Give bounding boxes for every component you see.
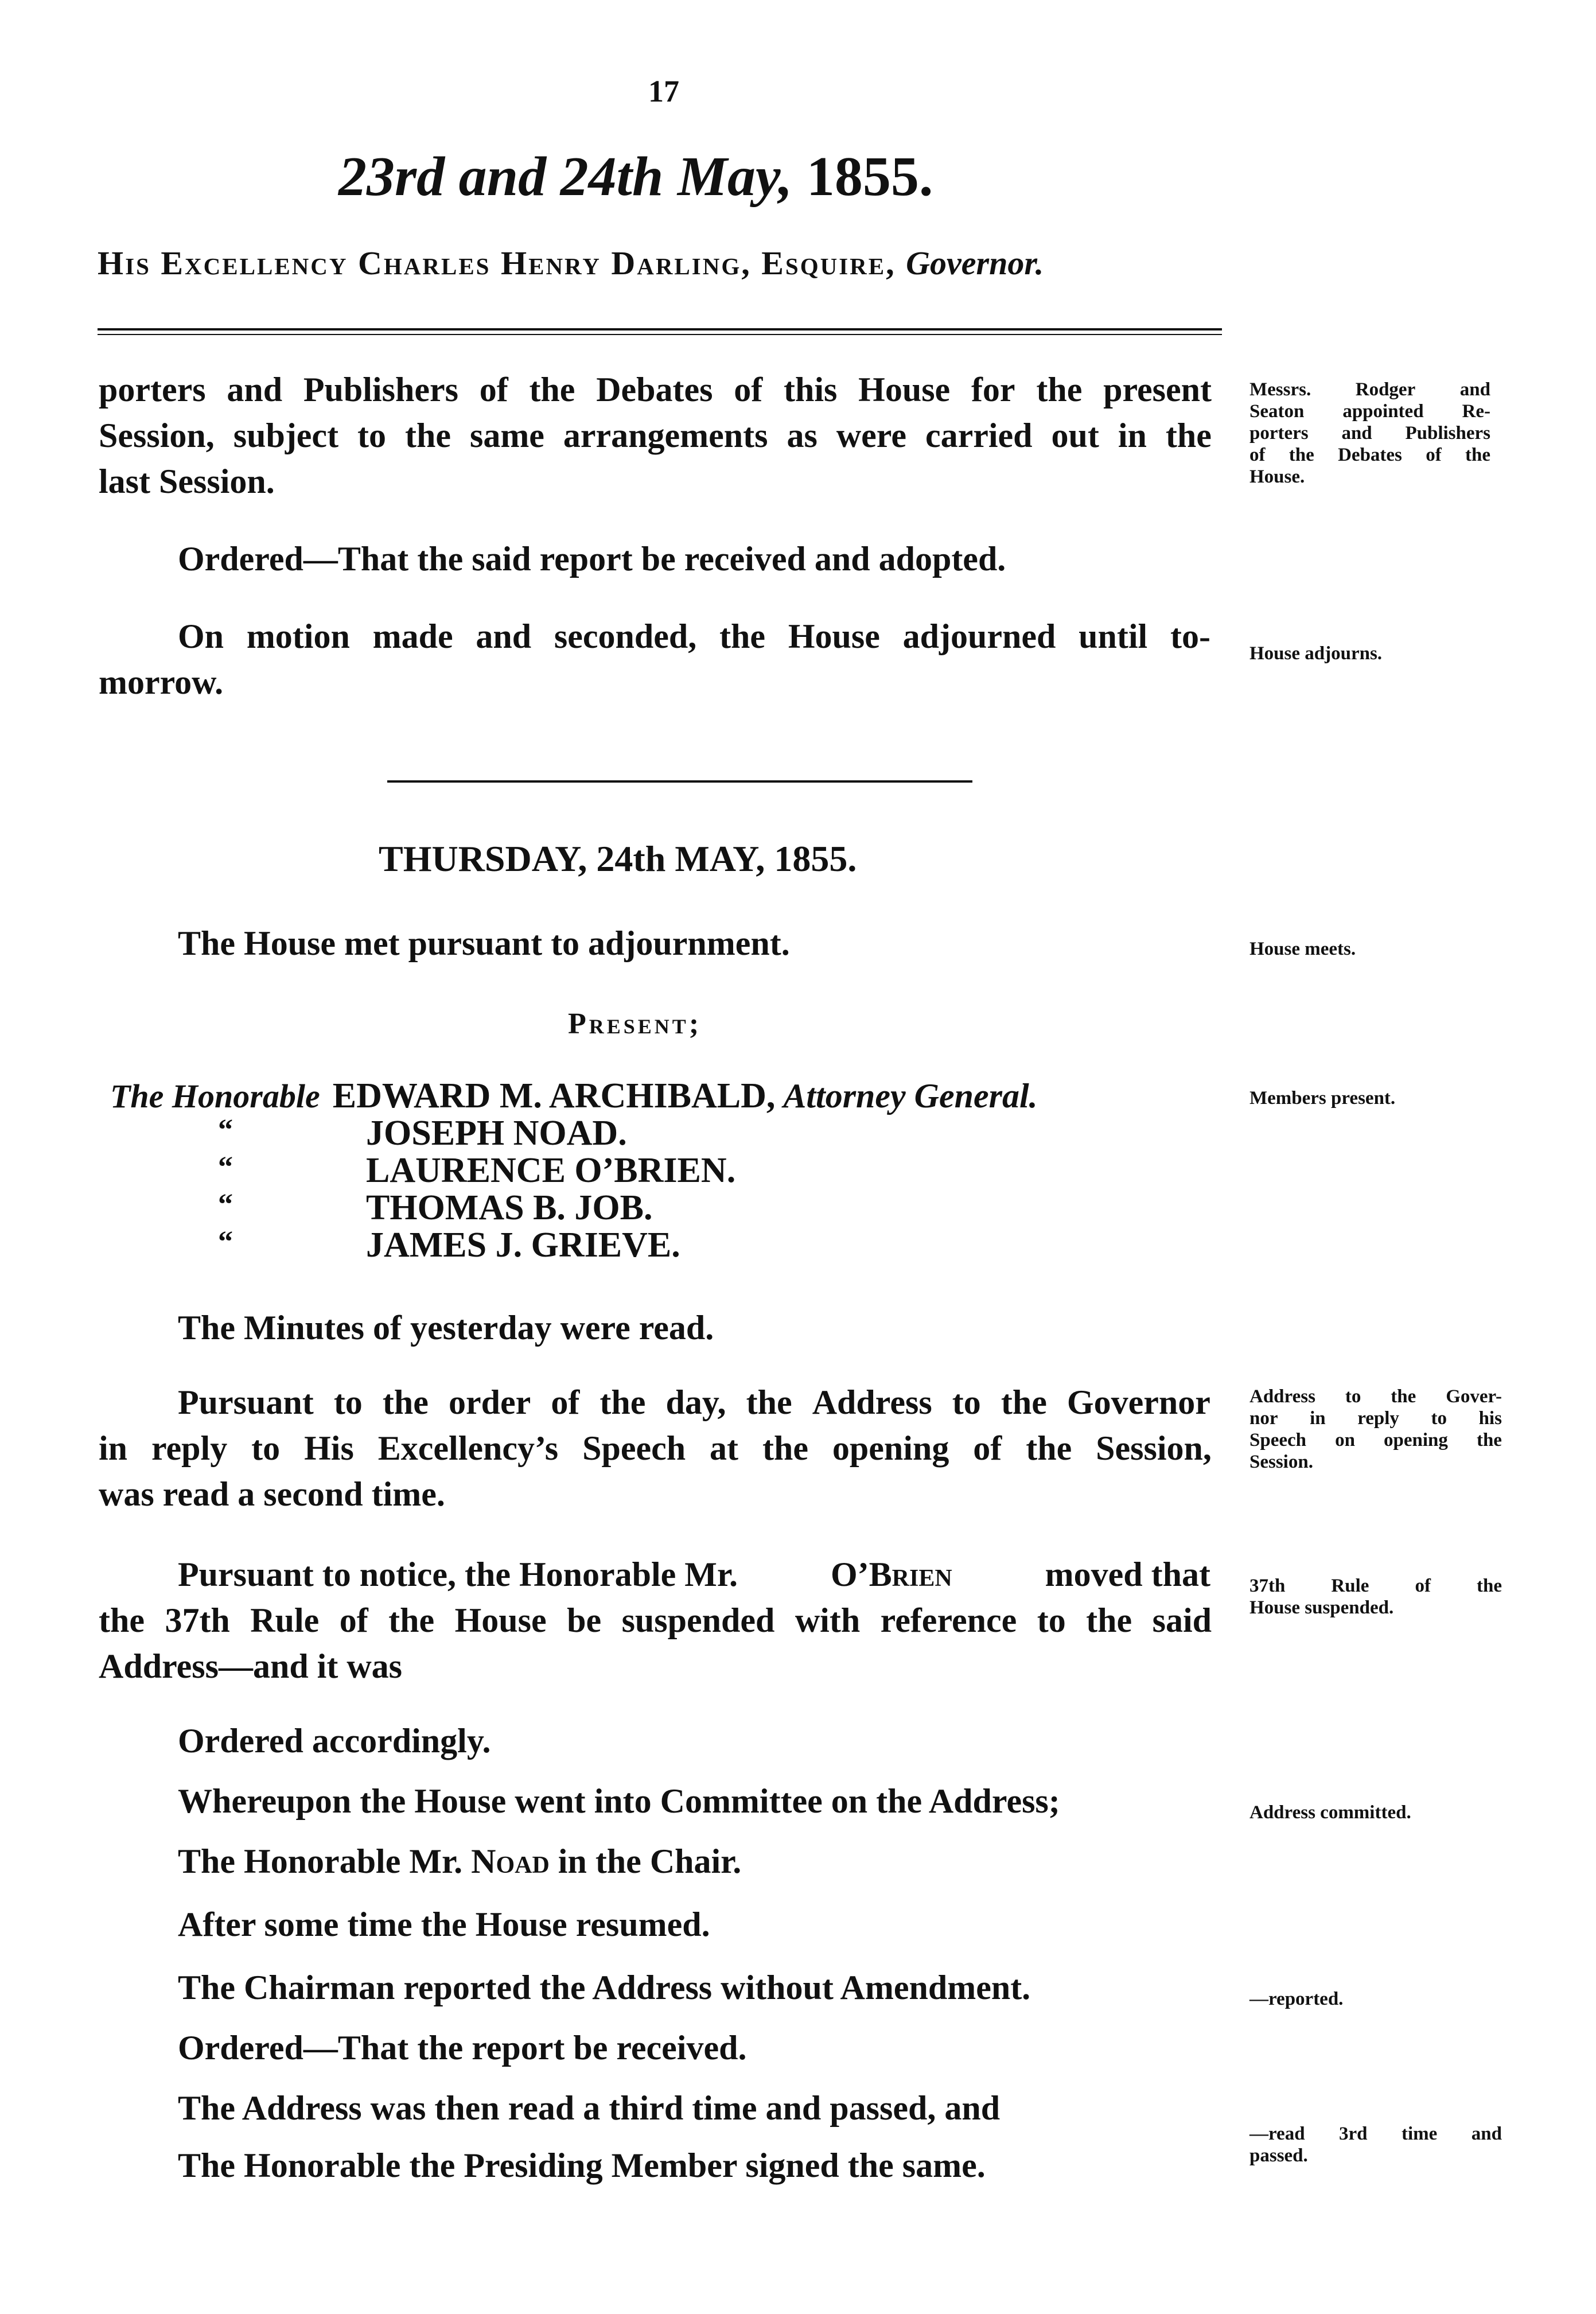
- word: the: [1289, 445, 1314, 465]
- word: to-: [1170, 617, 1210, 655]
- margin-note-reporters: [1249, 379, 1490, 488]
- word: to: [1345, 1386, 1361, 1407]
- margin-note-reported: —reported.: [1249, 1989, 1344, 2009]
- word: order: [448, 1383, 531, 1421]
- word: present: [1103, 371, 1212, 409]
- word: 3rd: [1339, 2124, 1368, 2144]
- word: of: [551, 1383, 580, 1421]
- word: opening: [832, 1429, 949, 1467]
- word: House: [858, 371, 951, 409]
- resumed-line: After some time the House resumed.: [178, 1905, 710, 1943]
- word: his: [1478, 1408, 1502, 1429]
- word: Seaton: [1249, 401, 1305, 422]
- word: seconded,: [554, 617, 697, 655]
- word: in: [99, 1429, 128, 1467]
- word: day,: [665, 1383, 726, 1421]
- word: the: [600, 1383, 646, 1421]
- word: Speech: [582, 1429, 686, 1467]
- word: Address: [1249, 1386, 1315, 1407]
- word: House: [788, 617, 880, 655]
- text-line: [178, 617, 1210, 656]
- word: out: [1051, 417, 1099, 454]
- word: the: [405, 417, 451, 454]
- margin-note-members-present: Members present.: [1249, 1088, 1396, 1109]
- word: until: [1079, 617, 1148, 655]
- word: 37th: [1249, 1576, 1286, 1596]
- word: of: [973, 1429, 1002, 1467]
- word: On: [178, 617, 224, 655]
- margin-note-address: [1249, 1386, 1502, 1473]
- member-name: EDWARD M. ARCHIBALD,: [332, 1076, 776, 1115]
- word: to: [1431, 1408, 1447, 1429]
- note-line: Session.: [1249, 1452, 1313, 1472]
- text-line: was read a second time.: [99, 1475, 445, 1513]
- word: to: [357, 417, 387, 454]
- word: of: [734, 371, 763, 409]
- word: in: [1118, 417, 1147, 454]
- margin-note-address-committed: Address committed.: [1249, 1802, 1411, 1823]
- header-double-rule: [98, 328, 1222, 335]
- word: nor: [1249, 1408, 1278, 1429]
- word: at: [710, 1429, 739, 1467]
- governor-line: [98, 244, 1044, 282]
- word: motion: [246, 617, 350, 655]
- member-name: JOSEPH NOAD.: [366, 1114, 627, 1153]
- text-line: morrow.: [99, 663, 224, 701]
- note-line: [1249, 444, 1490, 466]
- note-line: House.: [1249, 466, 1305, 487]
- word: of: [1415, 1576, 1431, 1596]
- member-name-smallcaps: O’Brien: [831, 1555, 952, 1593]
- word: as: [787, 417, 818, 454]
- word: opening: [1384, 1430, 1448, 1450]
- page-number: 17: [648, 74, 679, 108]
- member-row: [218, 1225, 680, 1265]
- word: and: [1471, 2124, 1502, 2144]
- minutes-line: The Minutes of yesterday were read.: [178, 1309, 714, 1347]
- word: Gover-: [1446, 1386, 1502, 1407]
- margin-note-adjourns: House adjourns.: [1249, 643, 1383, 664]
- text-span: The Honorable Mr.: [178, 1842, 463, 1880]
- word: Re-: [1462, 401, 1490, 422]
- member-name: JAMES J. GRIEVE.: [366, 1226, 680, 1265]
- word: to: [952, 1383, 981, 1421]
- governor-title: Governor.: [906, 244, 1044, 282]
- present-heading: Present;: [568, 1008, 702, 1040]
- word: the: [762, 1429, 808, 1467]
- note-line: passed.: [1249, 2145, 1308, 2166]
- margin-note-rule-suspended: [1249, 1575, 1502, 1619]
- word: made: [372, 617, 453, 655]
- word: Session,: [1096, 1429, 1212, 1467]
- word: on: [1335, 1430, 1355, 1450]
- member-prefix: The Honorable: [110, 1078, 320, 1115]
- note-line: [1249, 1386, 1502, 1407]
- member-row: [218, 1113, 627, 1153]
- word: same: [469, 417, 544, 454]
- word: His: [304, 1429, 354, 1467]
- word: to: [333, 1383, 363, 1421]
- word: the: [1001, 1383, 1047, 1421]
- text-span: moved that: [1045, 1555, 1210, 1593]
- word: Address: [812, 1383, 932, 1421]
- word: Speech: [1249, 1430, 1306, 1450]
- word: the: [719, 617, 766, 655]
- date-title-year: 1855.: [806, 146, 933, 208]
- word: Excellency’s: [377, 1429, 559, 1467]
- member-row: [218, 1188, 653, 1227]
- word: the: [1476, 1576, 1502, 1596]
- word: the: [1476, 1430, 1502, 1450]
- text-line: [178, 1555, 1210, 1594]
- text-span: in the Chair.: [558, 1842, 742, 1880]
- word: this: [784, 371, 838, 409]
- member-title: Attorney General.: [783, 1077, 1038, 1115]
- note-line: [1249, 1575, 1502, 1597]
- note-line: [1249, 1407, 1502, 1429]
- ordered-report-received: Ordered—That the said report be received and adopted.: [178, 540, 1006, 578]
- text-line: [99, 370, 1212, 410]
- word: of: [1426, 445, 1442, 465]
- text-line: Address—and it was: [99, 1647, 403, 1685]
- word: porters: [99, 371, 206, 409]
- note-line: [1249, 2123, 1502, 2145]
- member-name: LAURENCE O’BRIEN.: [366, 1151, 736, 1190]
- margin-note-third-reading: [1249, 2123, 1502, 2167]
- word: the: [1465, 445, 1490, 465]
- word: Governor: [1066, 1383, 1210, 1421]
- word: the: [382, 1383, 429, 1421]
- word: Rodger: [1355, 379, 1416, 400]
- margin-note-house-meets: House meets.: [1249, 939, 1356, 959]
- word: arrangements: [563, 417, 768, 454]
- text-span: Pursuant to notice, the Honorable Mr.: [178, 1555, 738, 1593]
- date-title-italic: 23rd and 24th May,: [338, 146, 793, 208]
- word: and: [1459, 379, 1490, 400]
- word: the: [1165, 417, 1212, 454]
- word: appointed: [1342, 401, 1424, 422]
- chair-line: [178, 1842, 741, 1881]
- word: Pursuant: [178, 1383, 314, 1421]
- signed-line: The Honorable the Presiding Member signed the same.: [178, 2146, 986, 2184]
- page-date-title: [338, 145, 933, 209]
- member-row: [110, 1076, 1038, 1117]
- note-line: [1249, 422, 1490, 444]
- note-line: House suspended.: [1249, 1597, 1394, 1618]
- word: and: [1341, 423, 1372, 444]
- word: Messrs.: [1249, 379, 1311, 400]
- word: carried: [925, 417, 1033, 454]
- word: in: [1310, 1408, 1326, 1429]
- word: Publishers: [303, 371, 458, 409]
- ditto-mark: “: [218, 1151, 233, 1184]
- word: the: [1391, 1386, 1416, 1407]
- text-line: the 37th Rule of the House be suspended with reference to the said: [99, 1601, 1212, 1639]
- word: of: [1249, 445, 1266, 465]
- governor-name: His Excellency Charles Henry Darling, Esquire,: [98, 244, 896, 282]
- word: the: [1036, 371, 1083, 409]
- word: Debates: [596, 371, 713, 409]
- word: for: [971, 371, 1015, 409]
- ditto-mark: “: [218, 1226, 233, 1258]
- section-divider: [387, 780, 972, 783]
- word: —read: [1249, 2124, 1305, 2144]
- note-line: [1249, 1429, 1502, 1451]
- ordered-accordingly-line: Ordered accordingly.: [178, 1722, 491, 1760]
- note-line: [1249, 379, 1490, 400]
- word: to: [251, 1429, 281, 1467]
- house-met-line: The House met pursuant to adjournment.: [178, 924, 790, 962]
- word: the: [746, 1383, 792, 1421]
- text-line: last Session.: [99, 462, 275, 500]
- member-row: [218, 1150, 736, 1190]
- ditto-mark: “: [218, 1114, 233, 1146]
- received-line: Ordered—That the report be received.: [178, 2029, 747, 2067]
- word: the: [529, 371, 575, 409]
- word: time: [1402, 2124, 1438, 2144]
- text-line: [99, 416, 1212, 456]
- reported-line: The Chairman reported the Address without Amendment.: [178, 1969, 1031, 2006]
- word: subject: [233, 417, 339, 454]
- word: reply: [1357, 1408, 1399, 1429]
- third-reading-line: The Address was then read a third time and passed, and: [178, 2089, 1001, 2127]
- ditto-mark: “: [218, 1188, 233, 1221]
- member-name: THOMAS B. JOB.: [366, 1188, 653, 1227]
- member-name-smallcaps: Noad: [471, 1842, 550, 1880]
- word: adjourned: [902, 617, 1056, 655]
- word: Rule: [1331, 1576, 1369, 1596]
- word: Publishers: [1405, 423, 1490, 444]
- text-line: [178, 1383, 1210, 1422]
- word: were: [836, 417, 906, 454]
- word: Debates: [1338, 445, 1402, 465]
- text-line: [99, 1429, 1212, 1468]
- section-heading: THURSDAY, 24th MAY, 1855.: [379, 838, 857, 879]
- word: Session,: [99, 417, 215, 454]
- word: and: [227, 371, 283, 409]
- word: porters: [1249, 423, 1309, 444]
- committee-line: Whereupon the House went into Committee on the Address;: [178, 1782, 1060, 1820]
- word: reply: [151, 1429, 228, 1467]
- word: and: [476, 617, 532, 655]
- word: the: [1026, 1429, 1072, 1467]
- note-line: [1249, 400, 1490, 422]
- word: of: [479, 371, 508, 409]
